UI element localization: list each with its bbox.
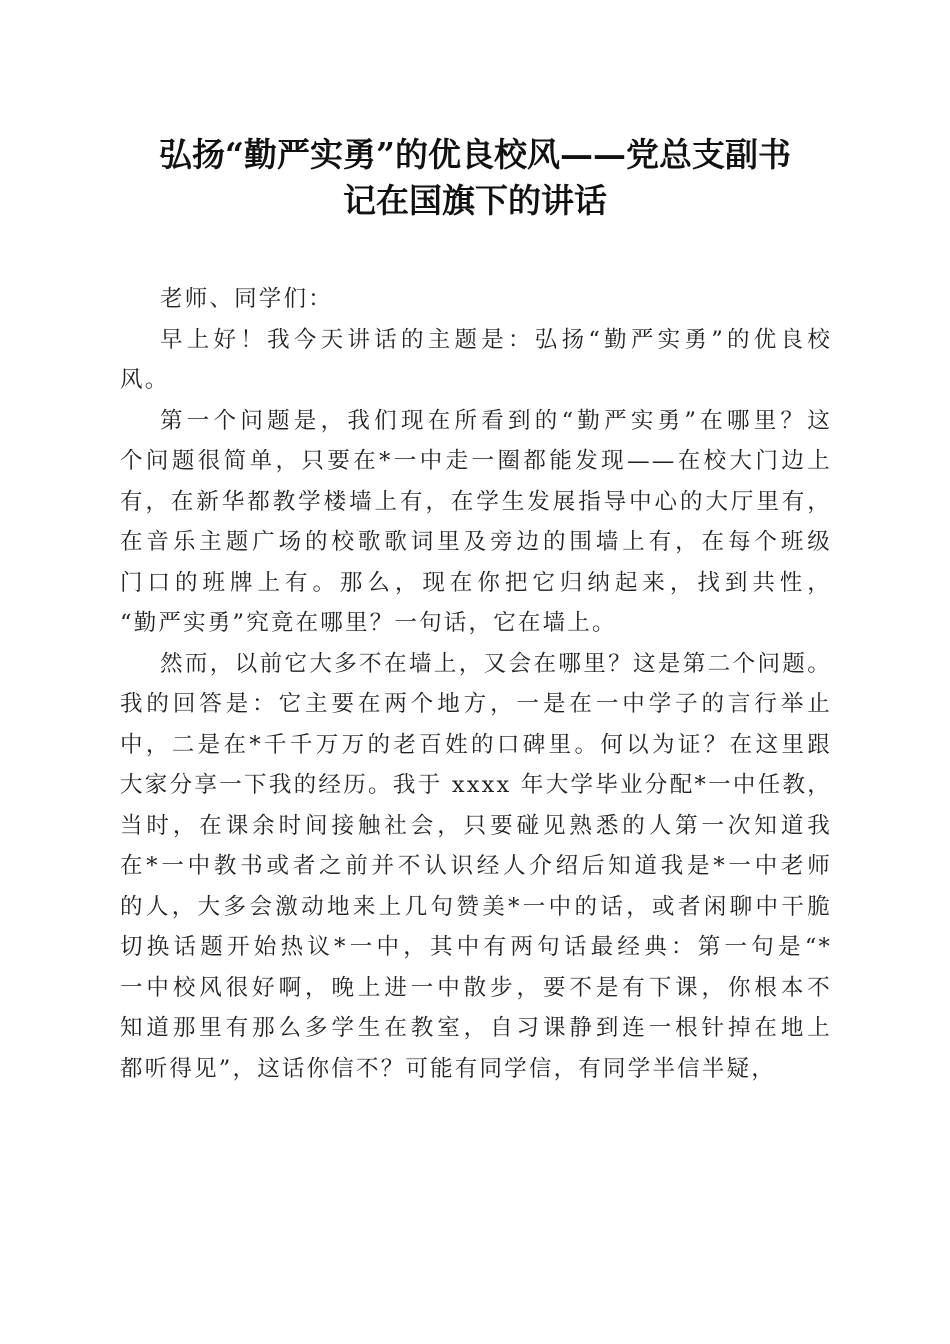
document-body <box>120 279 832 1089</box>
paragraph-1-line-2: 风。 <box>120 367 170 393</box>
paragraph-2-line-5: 门口的班牌上有。那么，现在你把它归纳起来，找到共性， <box>120 569 832 596</box>
paragraph-2-line-3: 有，在新华都教学楼墙上有，在学生发展指导中心的大厅里有， <box>120 488 832 515</box>
document-title <box>110 132 840 224</box>
paragraph-3-line-11: 都听得见”，这话你信不？可能有同学信，有同学半信半疑， <box>120 1055 776 1082</box>
paragraph-3-line-4: 大家分享一下我的经历。我于 xxxx 年大学毕业分配*一中任教， <box>120 772 832 798</box>
paragraph-2-line-2: 个问题很简单，只要在*一中走一圈都能发现——在校大门边上 <box>120 448 832 474</box>
paragraph-3-line-7: 的人，大多会激动地来上几句赞美*一中的话，或者闲聊中干脆 <box>120 893 832 920</box>
paragraph-1-line-1: 早上好！我今天讲话的主题是：弘扬“勤严实勇”的优良校 <box>160 326 832 353</box>
paragraph-3-line-10: 知道那里有那么多学生在教室，自习课静到连一根针掉在地上 <box>120 1015 832 1041</box>
paragraph-3-line-3: 中，二是在*千千万万的老百姓的口碑里。何以为证？在这里跟 <box>120 731 832 758</box>
paragraph-2-line-1: 第一个问题是，我们现在所看到的“勤严实勇”在哪里？这 <box>160 407 832 434</box>
paragraph-3-line-8: 切换话题开始热议*一中，其中有两句话最经典：第一句是“* <box>120 934 832 960</box>
greeting-line: 老师、同学们： <box>160 286 333 312</box>
paragraph-3-line-5: 当时，在课余时间接触社会，只要碰见熟悉的人第一次知道我 <box>120 812 832 839</box>
title-line-1: 弘扬“勤严实勇”的优良校风——党总支副书 <box>159 135 791 174</box>
paragraph-2-line-6: “勤严实勇”究竟在哪里？一句话，它在墙上。 <box>120 610 617 636</box>
paragraph-3-line-1: 然而，以前它大多不在墙上，又会在哪里？这是第二个问题。 <box>160 650 832 677</box>
title-line-2: 记在国旗下的讲话 <box>343 181 607 220</box>
paragraph-2-line-4: 在音乐主题广场的校歌歌词里及旁边的围墙上有，在每个班级 <box>120 529 832 555</box>
paragraph-3-line-9: 一中校风很好啊，晚上进一中散步，要不是有下课，你根本不 <box>120 974 832 1001</box>
paragraph-3-line-6: 在*一中教书或者之前并不认识经人介绍后知道我是*一中老师 <box>120 853 832 879</box>
paragraph-3-line-2: 我的回答是：它主要在两个地方，一是在一中学子的言行举止 <box>120 691 832 717</box>
